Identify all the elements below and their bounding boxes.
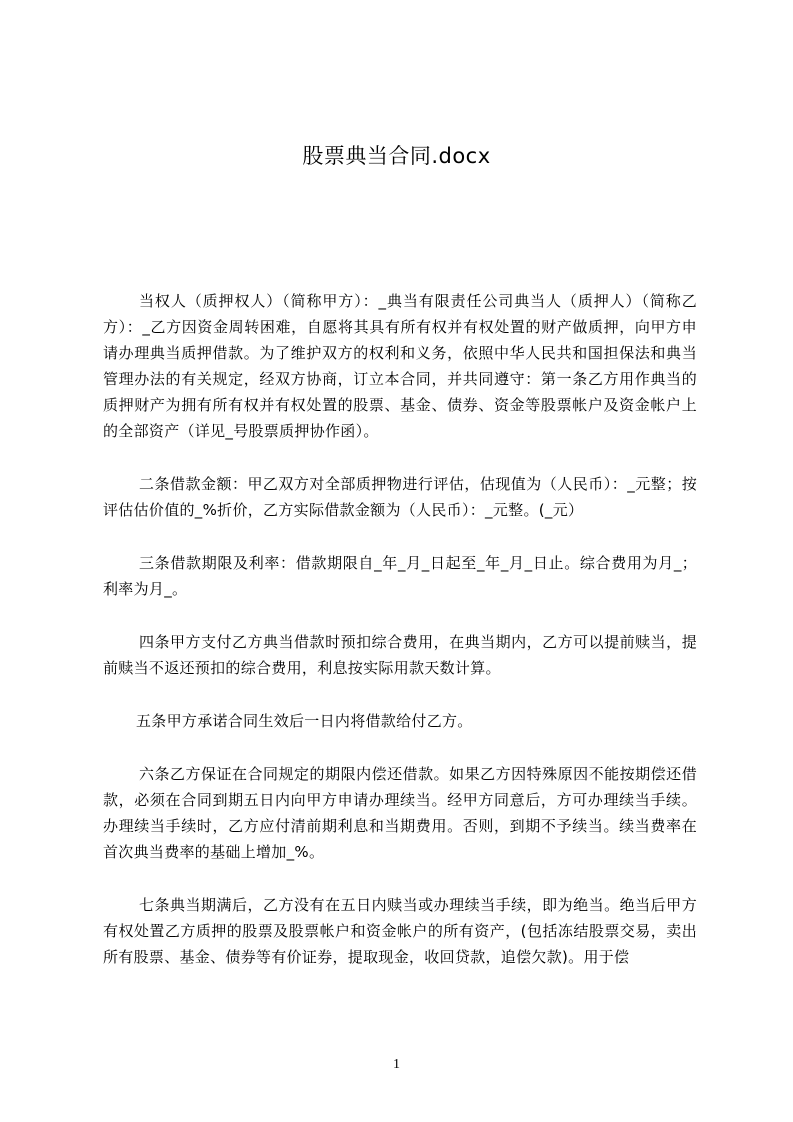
page-number: 1 (393, 1057, 400, 1072)
document-body (103, 288, 697, 997)
paragraph-article-6: 六条乙方保证在合同规定的期限内偿还借款。如果乙方因特殊原因不能按期偿还借款，必须在合同到期五日内向甲方申请办理续当。经甲方同意后，方可办理续当手续。办理续当手续时，乙方应付清前期利息和当期费用。否则，到期不予续当。续当费率在首次典当费率的基础上增加_%。 (103, 765, 697, 861)
paragraph-article-7: 七条典当期满后，乙方没有在五日内赎当或办理续当手续，即为绝当。绝当后甲方有权处置乙方质押的股票及股票帐户和资金帐户的所有资产，(包括冻结股票交易，卖出所有股票、基金、债券等有价证券，提取现金，收回贷款，追偿欠款)。用于偿 (103, 896, 697, 966)
paragraph-preamble: 当权人（质押权人）（简称甲方）：_典当有限责任公司典当人（质押人）（简称乙方）：_乙方因资金周转困难，自愿将其具有所有权并有权处置的财产做质押，向甲方申请办理典当质押借款。为了维护双方的权利和义务，依照中华人民共和国担保法和典当管理办法的有关规定，经双方协商，订立本合同，并共同遵守：第一条乙方用作典当的质押财产为拥有所有权并有权处置的股票、基金、债券、资金等股票帐户及资金帐户上的全部资产（详见_号股票质押协作函）。 (103, 292, 697, 440)
paragraph-article-3: 三条借款期限及利率：借款期限自_年_月_日起至_年_月_日止。综合费用为月_；利率为月_。 (103, 554, 697, 598)
paragraph-article-2: 二条借款金额：甲乙双方对全部质押物进行评估，估现值为（人民币）：_元整；按评估估价值的_%折价，乙方实际借款金额为（人民币）：_元整。(_元） (103, 475, 697, 519)
paragraph-article-5: 五条甲方承诺合同生效后一日内将借款给付乙方。 (136, 712, 473, 730)
paragraph-article-4: 四条甲方支付乙方典当借款时预扣综合费用，在典当期内，乙方可以提前赎当，提前赎当不返还预扣的综合费用，利息按实际用款天数计算。 (103, 633, 697, 677)
document-title: 股票典当合同.docx (302, 144, 491, 168)
